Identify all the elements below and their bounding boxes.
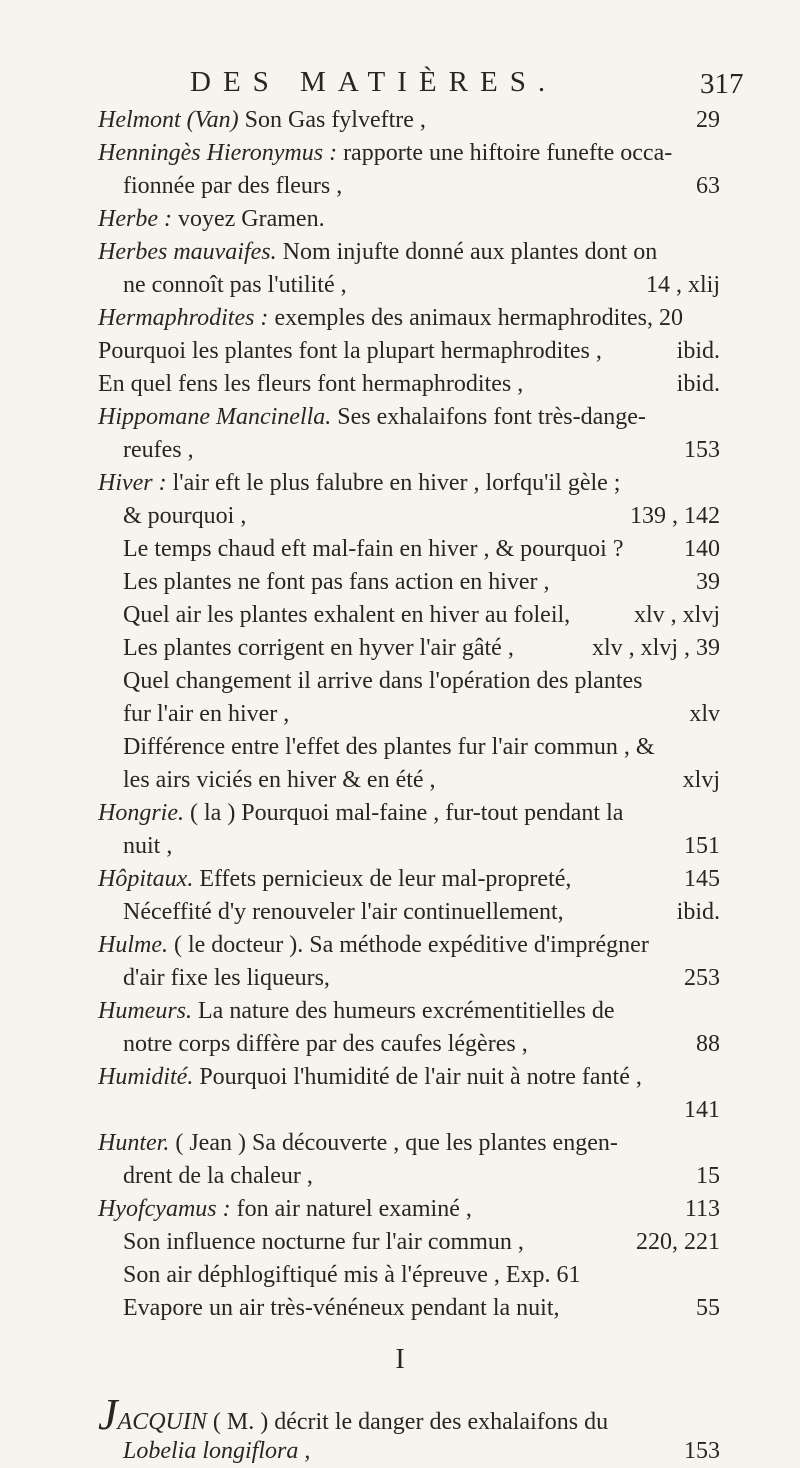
entry-body: Son air déphlogiftiqué mis à l'épreuve , Exp. 61	[123, 1262, 581, 1288]
entry-text	[98, 1061, 642, 1094]
entry-text	[98, 368, 523, 401]
index-line	[0, 335, 800, 368]
entry-text	[123, 599, 570, 632]
page-reference: xlv , xlvj , 39	[591, 635, 720, 661]
index-line	[0, 1435, 800, 1468]
index-line	[0, 995, 800, 1028]
index-line	[0, 302, 800, 335]
entry-body: & pourquoi ,	[123, 503, 247, 529]
index-line	[0, 830, 800, 863]
page-reference: ibid.	[676, 371, 720, 397]
entry-headword: Hunter.	[98, 1130, 170, 1156]
entry-body: Son influence nocturne fur l'air commun ,	[123, 1229, 524, 1255]
index-line	[0, 467, 800, 500]
entry-body: reufes ,	[123, 437, 194, 463]
index-line	[0, 500, 800, 533]
entry-text	[98, 401, 646, 434]
entry-text	[123, 269, 347, 302]
entry-body: Pourquoi l'humidité de l'air nuit à notre fanté ,	[193, 1064, 642, 1090]
page-number: 317	[700, 68, 744, 100]
entry-text	[123, 896, 564, 929]
page-reference: 63	[696, 173, 720, 199]
entry-body: l'air eft le plus falubre en hiver , lorfqu'il gèle ;	[166, 470, 621, 496]
page-reference: 39	[696, 569, 720, 595]
entry-body: Effets pernicieux de leur mal-propreté,	[193, 866, 572, 892]
entry-text	[98, 863, 571, 896]
entry-text	[98, 929, 649, 962]
page-reference: 29	[696, 107, 720, 133]
entry-headword: Hiver :	[98, 470, 167, 496]
entry-body: ( M. ) décrit le danger des exhalaifons du	[206, 1409, 609, 1435]
entry-text	[123, 665, 642, 698]
entry-text	[98, 236, 657, 269]
entry-text	[123, 1160, 313, 1193]
index-line	[0, 1094, 800, 1127]
entry-body: fon air naturel examiné ,	[230, 1196, 472, 1222]
index-line	[0, 1061, 800, 1094]
entry-body: exemples des animaux hermaphrodites, 20	[268, 305, 683, 331]
section-letter: I	[395, 1344, 405, 1375]
entry-text	[98, 1127, 618, 1160]
page-reference: 141	[684, 1097, 720, 1123]
entry-headword: Hermaphrodites :	[98, 305, 269, 331]
entry-text	[123, 1259, 581, 1292]
index-line	[0, 863, 800, 896]
entry-body: La nature des humeurs excrémentitielles de	[192, 998, 615, 1024]
entry-text	[123, 533, 624, 566]
index-line	[0, 137, 800, 170]
entry-body: Quel air les plantes exhalent en hiver au foleil,	[123, 602, 571, 628]
entry-text	[123, 632, 514, 665]
entry-body: Ses exhalaifons font très-dange-	[331, 404, 646, 430]
entry-body: rapporte une hiftoire funefte occa-	[337, 140, 673, 166]
index-line	[0, 1226, 800, 1259]
entry-body: Quel changement il arrive dans l'opération des plantes	[123, 668, 643, 694]
index-line	[0, 401, 800, 434]
entry-body: ne connoît pas l'utilité ,	[123, 272, 347, 298]
page-reference: 140	[684, 536, 720, 562]
entry-body: fur l'air en hiver ,	[123, 701, 290, 727]
index-line	[0, 962, 800, 995]
index-line	[0, 1259, 800, 1292]
entry-body: Son Gas fylveftre ,	[238, 107, 426, 133]
entry-body: Néceffité d'y renouveler l'air continuellement,	[123, 899, 564, 925]
page-reference: 153	[684, 1438, 720, 1464]
entry-text	[123, 1292, 560, 1325]
page-header	[0, 66, 800, 106]
drop-initial: J	[98, 1390, 118, 1439]
entry-text	[98, 1193, 472, 1226]
page-reference: xlv	[689, 701, 720, 727]
entry-headword: Herbes mauvaifes.	[98, 239, 277, 265]
entry-headword: Hulme.	[98, 932, 168, 958]
running-title: DES MATIÈRES.	[190, 66, 558, 98]
index-line	[0, 599, 800, 632]
entry-text	[98, 137, 672, 170]
entry-text	[98, 302, 683, 335]
entry-body: les airs viciés en hiver & en été ,	[123, 767, 436, 793]
entry-body: Différence entre l'effet des plantes fur l'air commun , &	[123, 734, 655, 760]
entry-text	[123, 962, 330, 995]
index-line	[0, 170, 800, 203]
page-reference: 145	[684, 866, 720, 892]
page-reference: ibid.	[676, 338, 720, 364]
page-reference: xlv , xlvj	[633, 602, 720, 628]
entry-body: Evapore un air très-vénéneux pendant la nuit,	[123, 1295, 560, 1321]
entry-text	[98, 335, 602, 368]
entry-body: Le temps chaud eft mal-fain en hiver , & pourquoi ?	[123, 536, 624, 562]
page-reference: 139 , 142	[630, 503, 720, 529]
index-line	[0, 203, 800, 236]
entry-text	[123, 764, 436, 797]
entry-body: Pourquoi les plantes font la plupart hermaphrodites ,	[98, 338, 602, 364]
entry-text	[123, 500, 246, 533]
index-line	[0, 665, 800, 698]
index-line	[0, 566, 800, 599]
index-line	[0, 434, 800, 467]
entry-body: voyez Gramen.	[171, 206, 325, 232]
index-line	[0, 797, 800, 830]
index-line	[0, 896, 800, 929]
index-line	[0, 104, 800, 137]
entry-text	[98, 797, 623, 830]
index-line	[0, 698, 800, 731]
entry-headword: Hyofcyamus :	[98, 1196, 231, 1222]
entry-text	[123, 566, 550, 599]
page-reference: 55	[696, 1295, 720, 1321]
index-line	[0, 533, 800, 566]
page-reference: 14 , xlij	[645, 272, 720, 298]
page-reference: 153	[684, 437, 720, 463]
index-line	[0, 929, 800, 962]
index-line	[0, 1292, 800, 1325]
entry-body: En quel fens les fleurs font hermaphrodites ,	[98, 371, 524, 397]
page-reference: 15	[696, 1163, 720, 1189]
entry-text	[123, 698, 289, 731]
index-line	[0, 632, 800, 665]
entry-headword: ACQUIN	[117, 1409, 207, 1435]
entry-text	[123, 1028, 528, 1061]
index-line	[0, 236, 800, 269]
index-line	[0, 1160, 800, 1193]
index-entries	[0, 104, 800, 1468]
entry-body: fionnée par des fleurs ,	[123, 173, 343, 199]
entry-headword: Lobelia longiflora ,	[123, 1438, 311, 1464]
entry-body: Les plantes ne font pas fans action en hiver ,	[123, 569, 550, 595]
entry-headword: Hongrie.	[98, 800, 184, 826]
page-reference: ibid.	[676, 899, 720, 925]
entry-headword: Helmont (Van)	[98, 107, 239, 133]
entry-body: notre corps diffère par des caufes légères ,	[123, 1031, 528, 1057]
entry-headword: Hôpitaux.	[98, 866, 194, 892]
entry-headword: Humidité.	[98, 1064, 194, 1090]
entry-headword: Henningès Hieronymus :	[98, 140, 338, 166]
entry-body: Les plantes corrigent en hyver l'air gâté ,	[123, 635, 514, 661]
entry-text	[98, 203, 325, 236]
entry-text	[123, 170, 342, 203]
index-line	[0, 1193, 800, 1226]
entry-text	[123, 434, 194, 467]
entry-body: ( la ) Pourquoi mal-faine , fur-tout pendant la	[184, 800, 624, 826]
page-reference: 151	[684, 833, 720, 859]
entry-headword: Humeurs.	[98, 998, 192, 1024]
page-reference: 88	[696, 1031, 720, 1057]
index-line	[0, 764, 800, 797]
entry-text	[123, 731, 655, 764]
entry-text	[98, 467, 620, 500]
index-line	[0, 1127, 800, 1160]
entry-text	[123, 830, 172, 863]
page-reference: 113	[684, 1196, 720, 1222]
entry-body: ( Jean ) Sa découverte , que les plantes engen-	[169, 1130, 618, 1156]
entry-text	[98, 104, 426, 137]
page-reference: 253	[684, 965, 720, 991]
entry-body: drent de la chaleur ,	[123, 1163, 313, 1189]
entry-body: nuit ,	[123, 833, 173, 859]
index-line	[0, 1390, 800, 1439]
index-line	[0, 1028, 800, 1061]
page-reference: 220, 221	[636, 1229, 720, 1255]
index-line	[0, 269, 800, 302]
entry-body: d'air fixe les liqueurs,	[123, 965, 330, 991]
entry-body: Nom injufte donné aux plantes dont on	[276, 239, 658, 265]
index-line	[0, 731, 800, 764]
entry-body: ( le docteur ). Sa méthode expéditive d'imprégner	[167, 932, 649, 958]
entry-headword: Herbe :	[98, 206, 172, 232]
entry-text	[98, 995, 615, 1028]
index-line	[0, 368, 800, 401]
entry-text	[123, 1226, 524, 1259]
page-reference: xlvj	[682, 767, 720, 793]
entry-headword: Hippomane Mancinella.	[98, 404, 332, 430]
